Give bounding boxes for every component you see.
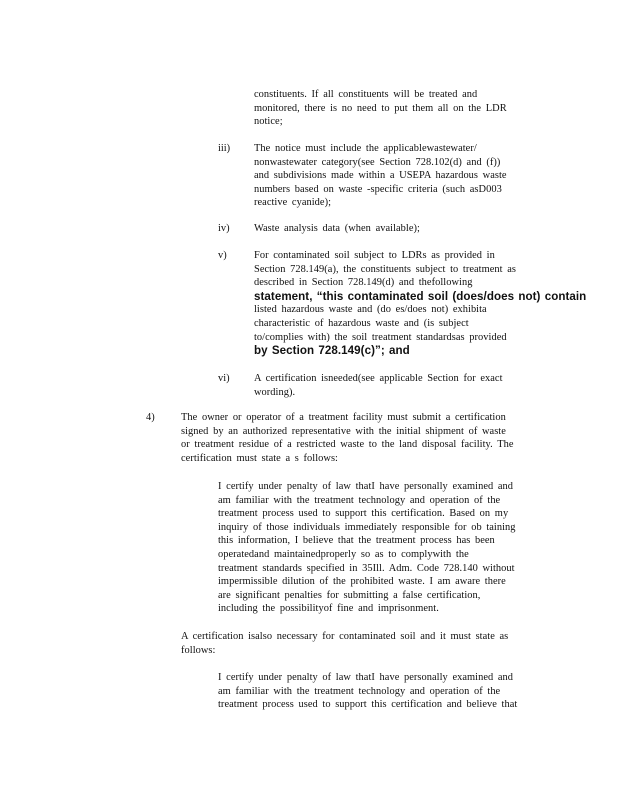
text-line: inquiry of those individuals immediately responsible for ob taining — [218, 521, 516, 533]
text-line: including the possibilityof fine and imprisonment. — [218, 603, 439, 615]
item-marker-iv: iv) — [218, 223, 230, 234]
text-line: reactive cyanide); — [254, 197, 332, 209]
item-iv-text — [254, 222, 526, 236]
text-line: wording). — [254, 386, 296, 398]
item-marker-v: v) — [218, 250, 227, 261]
text-line: and subdivisions made within a USEPA hazardous waste — [254, 170, 507, 182]
text-line: by Section 728.149(c)”; and — [254, 344, 410, 358]
text-line: treatment process used to support this certification and believe that — [218, 699, 518, 711]
text-line: described in Section 728.149(d) and thefollowing — [254, 277, 473, 289]
text-line: The notice must include the applicablewastewater/ — [254, 143, 477, 154]
soil-certification-paragraph — [181, 630, 541, 657]
text-line: am familiar with the treatment technology and operation of the — [218, 494, 501, 506]
item-vi-text — [254, 372, 526, 399]
text-line: notice; — [254, 116, 283, 128]
text-line: treatment process used to support this certification. Based on my — [218, 508, 509, 520]
item-marker-vi: vi) — [218, 373, 230, 384]
text-line: Section 728.149(a), the constituents subject to treatment as — [254, 263, 516, 275]
text-line: I certify under penalty of law thatI have personally examined and — [218, 481, 514, 492]
text-line: A certification isneeded(see applicable Section for exact — [254, 373, 503, 384]
text-line: monitored, there is no need to put them all on the LDR — [254, 102, 507, 114]
text-line: operatedand maintainedproperly so as to complywith the — [218, 548, 469, 560]
certification-quote-treatment — [218, 480, 534, 616]
text-line: A certification isalso necessary for contaminated soil and it must state as — [181, 631, 509, 642]
text-line: characteristic of hazardous waste and (is subject — [254, 317, 469, 329]
text-line: follows: — [181, 644, 216, 656]
text-line: listed hazardous waste and (do es/does not) exhibita — [254, 304, 487, 316]
text-line: nonwastewater category(see Section 728.102(d) and (f)) — [254, 156, 501, 168]
item-marker-4: 4) — [146, 412, 155, 423]
item-iii-text — [254, 142, 526, 210]
item-marker-iii: iii) — [218, 143, 231, 154]
text-line: Waste analysis data (when available); — [254, 223, 420, 234]
text-line: numbers based on waste -specific criteria (such asD003 — [254, 183, 502, 195]
text-line: or treatment residue of a restricted waste to the land disposal facility. The — [181, 439, 514, 451]
text-line: this information, I believe that the treatment process has been — [218, 535, 495, 547]
continuation-paragraph — [254, 88, 526, 129]
text-line: I certify under penalty of law thatI have personally examined and — [218, 672, 514, 683]
text-line: certification must state a s follows: — [181, 452, 338, 464]
text-line: are significant penalties for submitting a false certification, — [218, 589, 481, 601]
text-line: signed by an authorized representative with the initial shipment of waste — [181, 425, 506, 437]
text-line: The owner or operator of a treatment facility must submit a certification — [181, 412, 506, 423]
item-v-text — [254, 249, 587, 358]
text-line: treatment standards specified in 35Ill. Adm. Code 728.140 without — [218, 562, 515, 574]
text-line: impermissible dilution of the prohibited waste. I am aware there — [218, 576, 506, 588]
certification-quote-soil — [218, 671, 538, 712]
item-4-text — [181, 411, 541, 465]
text-line: constituents. If all constituents will be treated and — [254, 89, 478, 100]
text-line: statement, “this contaminated soil (does/does not) contain — [254, 289, 587, 303]
text-line: am familiar with the treatment technology and operation of the — [218, 685, 501, 697]
text-line: For contaminated soil subject to LDRs as provided in — [254, 250, 495, 261]
text-line: to/complies with) the soil treatment standardsas provided — [254, 331, 507, 343]
